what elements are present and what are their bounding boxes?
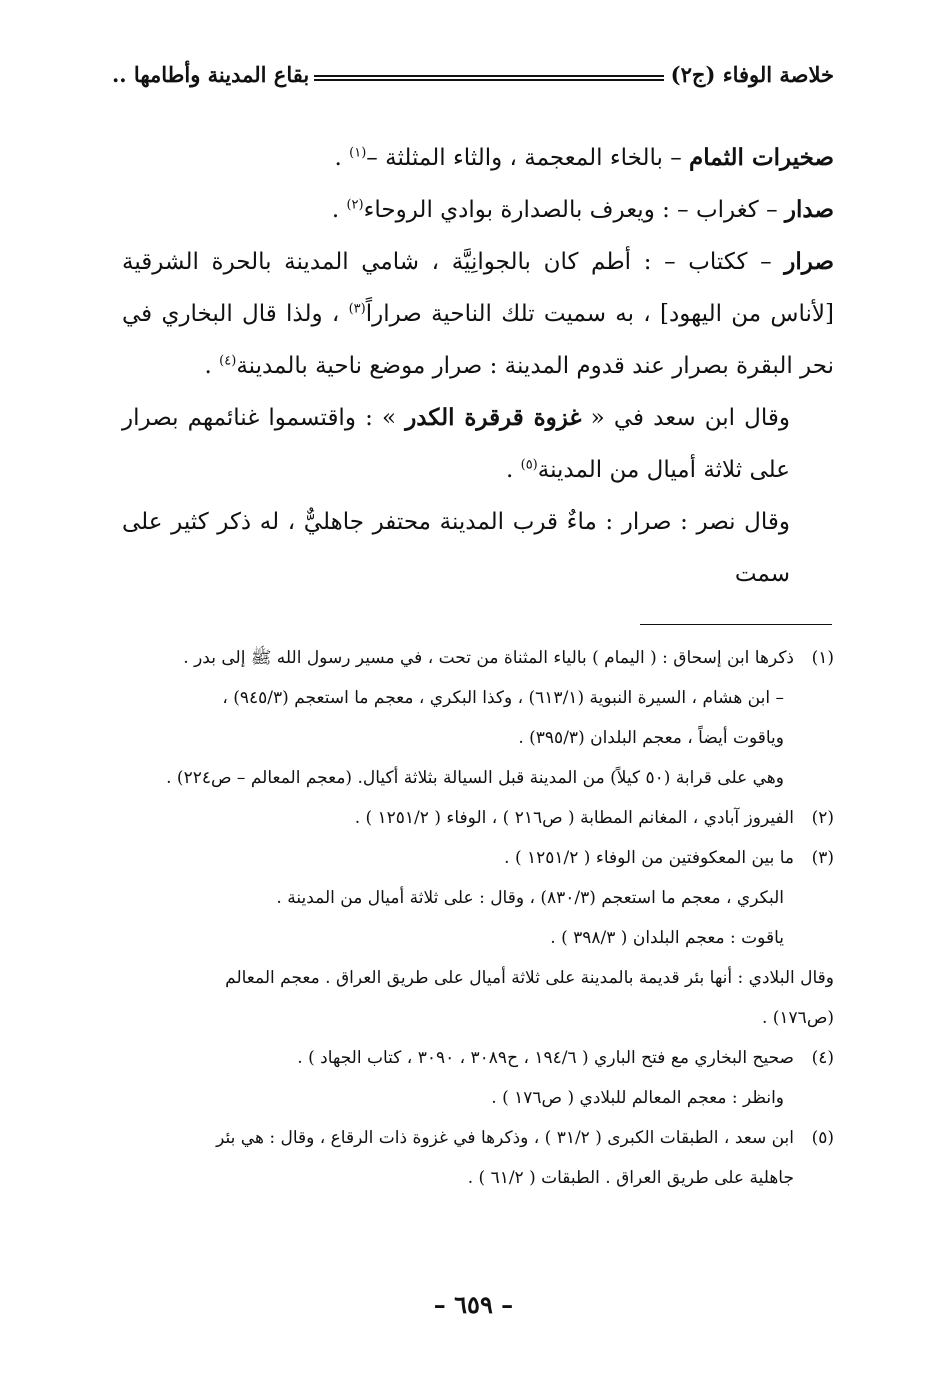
footnote-number: (٣) [811,848,834,868]
footnote-ref[interactable]: (٣) [348,301,366,317]
footnote-separator [640,624,832,625]
footnote-number: (١) [811,648,834,668]
entry-term: صرار [784,248,834,275]
footnote-ref[interactable]: (١) [349,145,367,161]
footnote-ref[interactable]: (٤) [219,353,237,369]
entry-text: – كغراب – : ويعرف بالصدارة بوادي الروحاء [363,197,785,223]
footnote-3-continued [112,958,834,1038]
footnote-line: ذكرها ابن إسحاق : ( اليمام ) بالياء المثناة من تحت ، في مسير رسول الله ﷺ إلى بدر . [183,648,794,668]
footnote-5 [112,1118,834,1198]
highlight-term: غزوة قرقرة الكدر [405,404,582,431]
entry-sirar: صرار – ككتاب – : أطم كان بالجوانِيَّة ، شامي المدينة بالحرة الشرقية [لأناس من اليهود] ، به سميت تلك الناحية صراراً$^{(٣)}$ ، ولذا قال البخاري في نحر البقرة بصرار عند قدوم المدينة : صرار موضع ناحية بالمدينة$^{(٤)}$ . [122,248,834,379]
footnote-4 [112,1038,834,1118]
footnote-line: جاهلية على طريق العراق . الطبقات ( ٦١/٢ ) . [467,1168,794,1188]
footnote-ref[interactable]: (٥) [520,457,538,473]
footnote-line: ابن سعد ، الطبقات الكبرى ( ٣١/٢ ) ، وذكرها في غزوة ذات الرقاع ، وقال : هي بئر [216,1128,794,1148]
footnote-line: – ابن هشام ، السيرة النبوية (٦١٣/١) ، وكذا البكري ، معجم ما استعجم (٩٤٥/٣) ، [222,688,784,708]
footnotes [112,638,834,1198]
main-text [122,132,834,600]
footnote-number: (٤) [811,1048,834,1068]
entry-term: صخيرات الثمام [689,144,834,171]
footnote-line: وياقوت أيضاً ، معجم البلدان (٣٩٥/٣) . [518,728,784,748]
book-title: خلاصة الوفاء (ج٢) [670,62,834,87]
footnote-line: ياقوت : معجم البلدان ( ٣٩٨/٣ ) . [550,928,784,948]
footnote-number: (٢) [811,808,834,828]
footnote-line: البكري ، معجم ما استعجم (٨٣٠/٣) ، وقال : على ثلاثة أميال من المدينة . [276,888,784,908]
footnote-ref[interactable]: (٢) [346,197,364,213]
paragraph-ibn-saad: وقال ابن سعد في « غزوة قرقرة الكدر » : واقتسموا غنائمهم بصرار على ثلاثة أميال من المدينة$^{(٥)}$ . [122,404,791,483]
footnote-2 [112,798,834,838]
entry-term: صدار [784,196,834,223]
page-number: – ٦٥٩ – [433,1290,514,1319]
footnote-line: صحيح البخاري مع فتح الباري ( ١٩٤/٦ ، ح٣٠٨٩ ، ٣٠٩٠ ، كتاب الجهاد ) . [297,1048,794,1068]
entry-sidar: صدار – كغراب – : ويعرف بالصدارة بوادي الروحاء$^{(٢)}$ . [331,196,834,223]
footnote-line: وهي على قرابة (٥٠ كيلاً) من المدينة قبل السيالة بثلاثة أكيال. (معجم المعالم – ص٢٢٤) . [166,768,784,788]
running-header [112,62,834,92]
section-title: بقاع المدينة وأطامها .. [112,62,310,87]
entry-text: ، ولذا قال البخاري في نحر البقرة بصرار عند قدوم المدينة : صرار موضع ناحية بالمدينة [122,301,834,379]
entry-text: – ككتاب – : أطم كان بالجوانِيَّة ، شامي المدينة بالحرة الشرقية [لأناس من اليهود] ، به سميت تلك الناحية صراراً [122,249,834,327]
entry-sukhayrat: صخيرات الثمام – بالخاء المعجمة ، والثاء المثلثة –$^{(١)}$ . [334,144,834,171]
footnote-line: ما بين المعكوفتين من الوفاء ( ١٢٥١/٢ ) . [504,848,794,868]
paragraph-nasr: وقال نصر : صرار : ماءٌ قرب المدينة محتفر جاهليٌّ ، له ذكر كثير على سمت [122,509,790,587]
header-rule [314,75,664,81]
footnote-line: (ص١٧٦) . [761,1008,834,1028]
footnote-line: الفيروز آبادي ، المغانم المطابة ( ص٢١٦ ) ، الوفاء ( ١٢٥١/٢ ) . [354,808,794,828]
footnote-line: وقال البلادي : أنها بئر قديمة بالمدينة على ثلاثة أميال على طريق العراق . معجم المعالم [225,968,834,988]
footnote-1 [112,638,834,798]
footnote-number: (٥) [811,1128,834,1148]
footnote-line: وانظر : معجم المعالم للبلادي ( ص١٧٦ ) . [491,1088,784,1108]
footnote-3 [112,838,834,958]
entry-text: – بالخاء المعجمة ، والثاء المثلثة – [366,145,690,171]
